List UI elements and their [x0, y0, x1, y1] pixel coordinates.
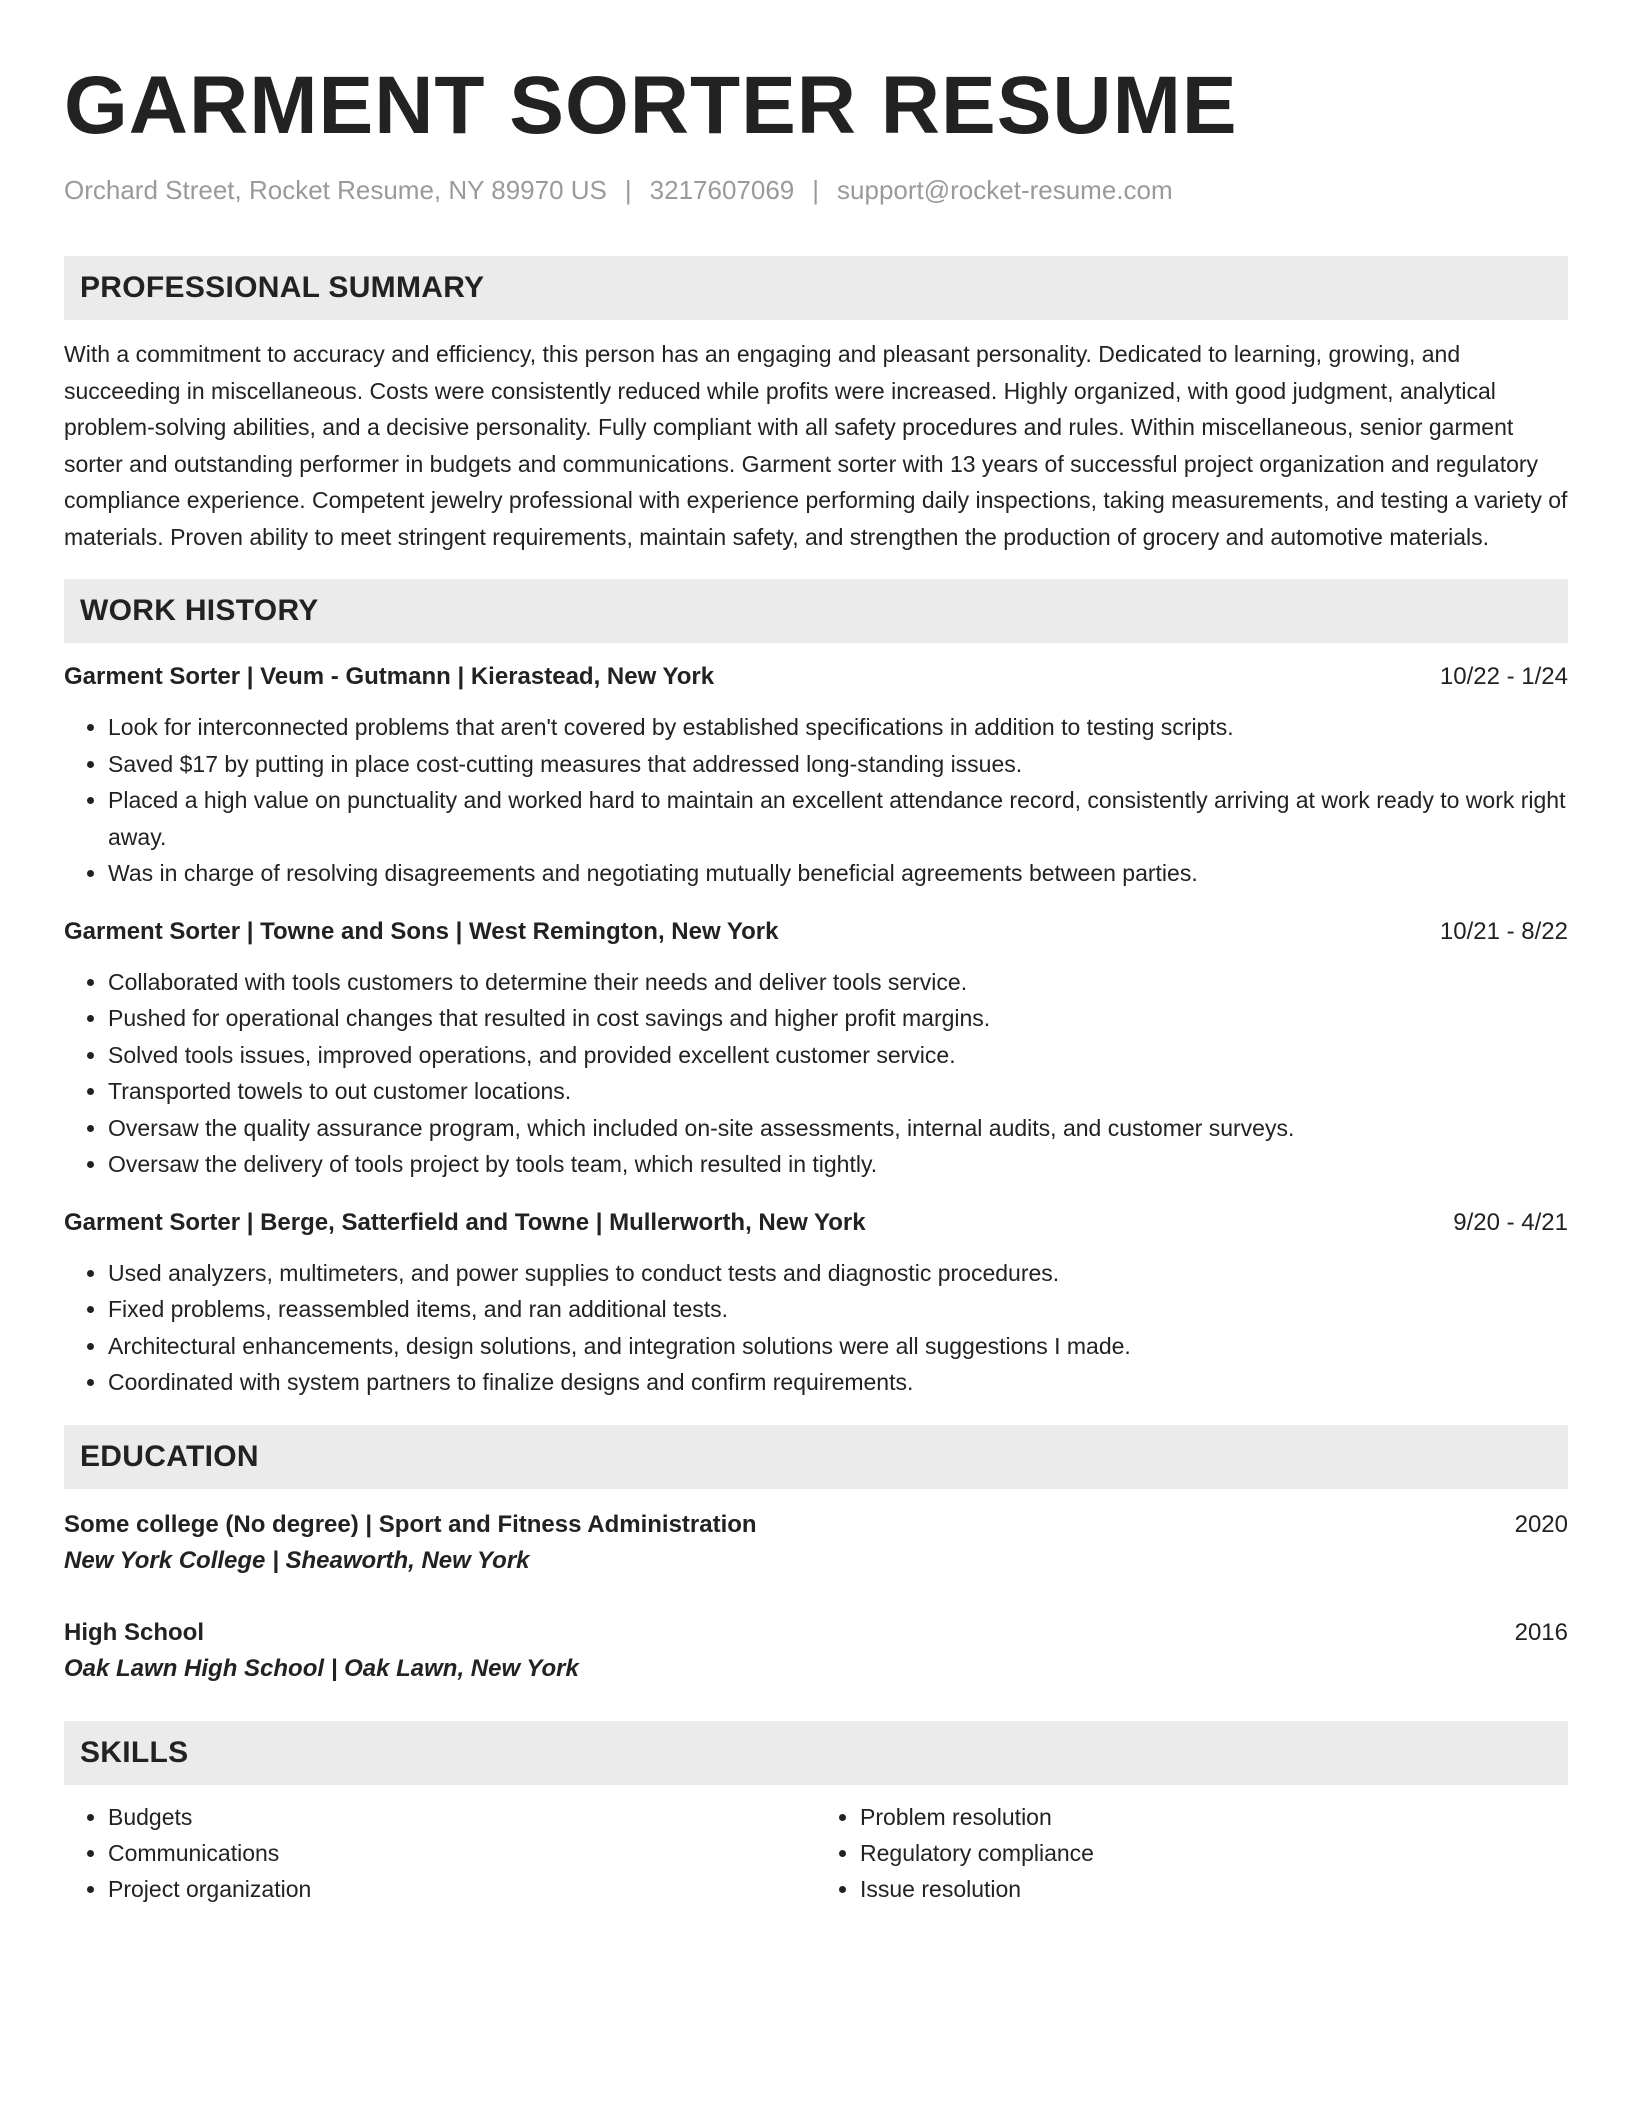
skill-item: • Issue resolution — [860, 1871, 1568, 1907]
section-heading-education: EDUCATION — [64, 1425, 1568, 1489]
job-bullet: • Fixed problems, reassembled items, and ran additional tests. — [108, 1291, 1568, 1328]
job-bullet: • Oversaw the quality assurance program, which included on-site assessments, internal audits, and customer surveys. — [108, 1110, 1568, 1147]
skills-column-left — [64, 1799, 816, 1907]
summary-text: With a commitment to accuracy and efficiency, this person has an engaging and pleasant personality. Dedicated to learning, growing, and succeeding in miscellaneous. Costs were consistently reduced while profits were increased. Highly organized, with good judgment, analytical problem-solving abilities, and a decisive personality. Fully compliant with all safety procedures and rules. Within miscellaneous, senior garment sorter and outstanding performer in budgets and communications. Garment sorter with 13 years of successful project organization and regulatory compliance experience. Competent jewelry professional with experience performing daily inspections, taking measurements, and testing a variety of materials. Proven ability to meet stringent requirements, maintain safety, and strengthen the production of grocery and automotive materials. — [64, 341, 1568, 550]
skill-item: • Budgets — [108, 1799, 816, 1835]
job-dates: 10/22 - 1/24 — [1439, 663, 1568, 690]
job-bullets — [64, 1255, 1568, 1401]
job-bullet: • Placed a high value on punctuality and worked hard to maintain an excellent attendance record, consistently arriving at work ready to work right away. — [108, 782, 1568, 855]
job-title: Garment Sorter | Berge, Satterfield and Towne | Mullerworth, New York — [64, 1208, 866, 1236]
education-entry — [64, 1507, 1568, 1579]
job-title: Garment Sorter | Towne and Sons | West Remington, New York — [64, 917, 779, 945]
contact-line — [64, 174, 1568, 206]
job-bullet: • Architectural enhancements, design solutions, and integration solutions were all suggestions I made. — [108, 1328, 1568, 1365]
section-heading-skills: SKILLS — [64, 1721, 1568, 1785]
skills-column-right — [816, 1799, 1568, 1907]
contact-email: support@rocket-resume.com — [837, 175, 1173, 205]
job-bullets — [64, 709, 1568, 892]
resume-title: GARMENT SORTER RESUME — [64, 60, 1238, 151]
education-year: 2016 — [1514, 1618, 1568, 1646]
job-bullet: • Saved $17 by putting in place cost-cutting measures that addressed long-standing issues. — [108, 746, 1568, 783]
contact-separator: | — [812, 175, 820, 205]
education-year: 2020 — [1514, 1510, 1568, 1538]
job-dates: 9/20 - 4/21 — [1453, 1208, 1568, 1236]
job-entry — [64, 916, 1568, 1183]
job-bullet: • Was in charge of resolving disagreements and negotiating mutually beneficial agreements between parties. — [108, 855, 1568, 892]
contact-address: Orchard Street, Rocket Resume, NY 89970 US — [64, 175, 607, 205]
job-title: Garment Sorter | Veum - Gutmann | Kierastead, New York — [64, 663, 715, 690]
skill-item: • Project organization — [108, 1871, 816, 1907]
section-heading-work-history: WORK HISTORY — [64, 579, 1568, 643]
skill-item: • Regulatory compliance — [860, 1835, 1568, 1871]
education-school: Oak Lawn High School | Oak Lawn, New York — [64, 1654, 579, 1682]
job-bullet: • Pushed for operational changes that resulted in cost savings and higher profit margins. — [108, 1000, 1568, 1037]
education-school: New York College | Sheaworth, New York — [64, 1546, 530, 1574]
job-entry — [64, 661, 1568, 892]
skill-item: • Problem resolution — [860, 1799, 1568, 1835]
job-bullet: • Oversaw the delivery of tools project by tools team, which resulted in tightly. — [108, 1146, 1568, 1183]
job-bullet: • Coordinated with system partners to finalize designs and confirm requirements. — [108, 1364, 1568, 1401]
education-entry — [64, 1615, 1568, 1687]
job-bullet: • Used analyzers, multimeters, and power supplies to conduct tests and diagnostic procedures. — [108, 1255, 1568, 1292]
job-bullets — [64, 964, 1568, 1183]
job-bullet: • Collaborated with tools customers to determine their needs and deliver tools service. — [108, 964, 1568, 1001]
job-bullet: • Look for interconnected problems that aren't covered by established specifications in addition to testing scripts. — [108, 709, 1568, 746]
job-dates: 10/21 - 8/22 — [1439, 917, 1568, 945]
section-heading-summary: PROFESSIONAL SUMMARY — [64, 256, 1568, 320]
education-degree: High School — [64, 1618, 204, 1646]
contact-phone: 3217607069 — [649, 175, 795, 205]
contact-separator: | — [624, 175, 632, 205]
job-entry — [64, 1207, 1568, 1401]
job-bullet: • Solved tools issues, improved operations, and provided excellent customer service. — [108, 1037, 1568, 1074]
skills-grid — [64, 1799, 1568, 1907]
education-degree: Some college (No degree) | Sport and Fitness Administration — [64, 1510, 757, 1538]
skill-item: • Communications — [108, 1835, 816, 1871]
job-bullet: • Transported towels to out customer locations. — [108, 1073, 1568, 1110]
